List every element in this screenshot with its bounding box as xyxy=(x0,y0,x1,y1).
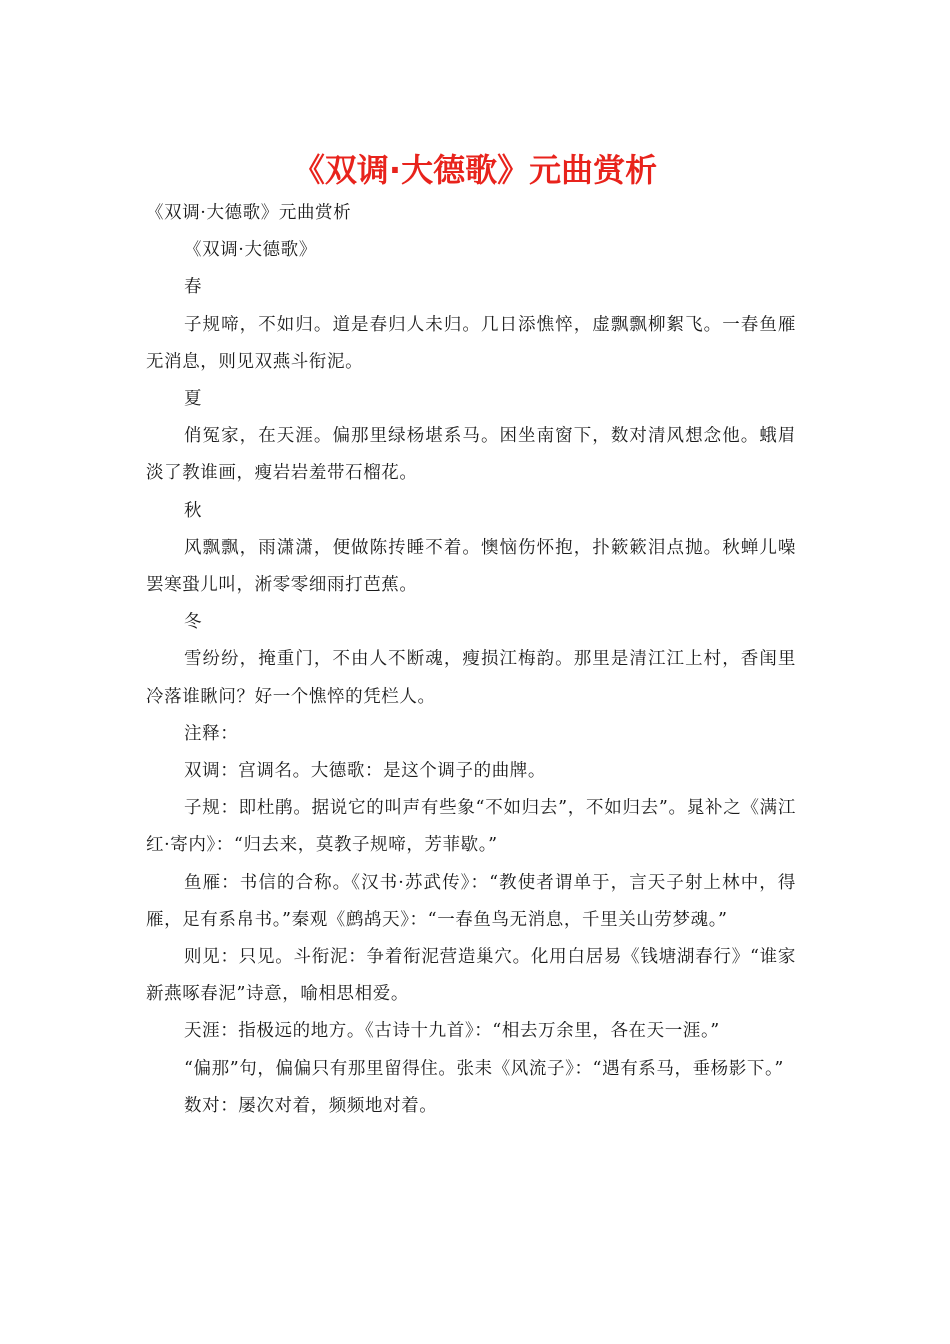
page-title: 《双调·大德歌》元曲赏析 xyxy=(292,151,658,189)
paragraph-verse-winter: 雪纷纷，掩重门，不由人不断魂，瘦损江梅韵。那里是清江江上村，香闺里冷落谁瞅问？好一个憔悴的凭栏人。 xyxy=(146,649,796,707)
paragraph-season-autumn: 秋 xyxy=(184,500,203,521)
paragraph-note: “偏那”句，偏偏只有那里留得住。张耒《风流子》：“遇有系马，垂杨影下。” xyxy=(184,1058,784,1079)
paragraph-verse-spring: 子规啼，不如归。道是春归人未归。几日添憔悴，虚飘飘柳絮飞。一春鱼雁无消息，则见双燕斗衔泥。 xyxy=(146,314,796,372)
paragraph-note: 鱼雁：书信的合称。《汉书·苏武传》：“教使者谓单于，言天子射上林中，得雁，足有系帛书。”秦观《鹧鸪天》：“一春鱼鸟无消息，千里关山劳梦魂。” xyxy=(146,872,796,930)
paragraph-season-spring: 春 xyxy=(184,277,203,298)
paragraph-season-winter: 冬 xyxy=(184,612,203,633)
paragraph-verse-autumn: 风飘飘，雨潇潇，便做陈抟睡不着。懊恼伤怀抱，扑簌簌泪点抛。秋蝉儿噪罢寒蛩儿叫，淅零零细雨打芭蕉。 xyxy=(146,537,796,596)
paragraph-note: 数对：屡次对着，频频地对着。 xyxy=(184,1095,438,1116)
document-body xyxy=(146,195,796,1125)
paragraph-verse-summer: 俏冤家，在天涯。偏那里绿杨堪系马。困坐南窗下，数对清风想念他。蛾眉淡了教谁画，瘦岩岩羞带石榴花。 xyxy=(146,426,796,484)
paragraph-season-summer: 夏 xyxy=(184,389,203,410)
paragraph-subtitle: 《双调·大德歌》元曲赏析 xyxy=(146,203,352,223)
paragraph-note: 则见：只见。斗衔泥：争着衔泥营造巢穴。化用白居易《钱塘湖春行》“谁家新燕啄春泥”诗意，喻相思相爱。 xyxy=(146,947,796,1005)
paragraph-note: 天涯：指极远的地方。《古诗十九首》：“相去万余里，各在天一涯。” xyxy=(184,1021,720,1042)
paragraph-note: 双调：宫调名。大德歌：是这个调子的曲牌。 xyxy=(184,761,546,782)
paragraph-note: 子规：即杜鹃。据说它的叫声有些象“不如归去”，不如归去”。晁补之《满江红·寄内》：“归去来，莫教子规啼，芳菲歇。” xyxy=(146,798,796,856)
paragraph-poem-title: 《双调·大德歌》 xyxy=(184,240,317,261)
paragraph-notes-heading: 注释： xyxy=(184,723,239,744)
